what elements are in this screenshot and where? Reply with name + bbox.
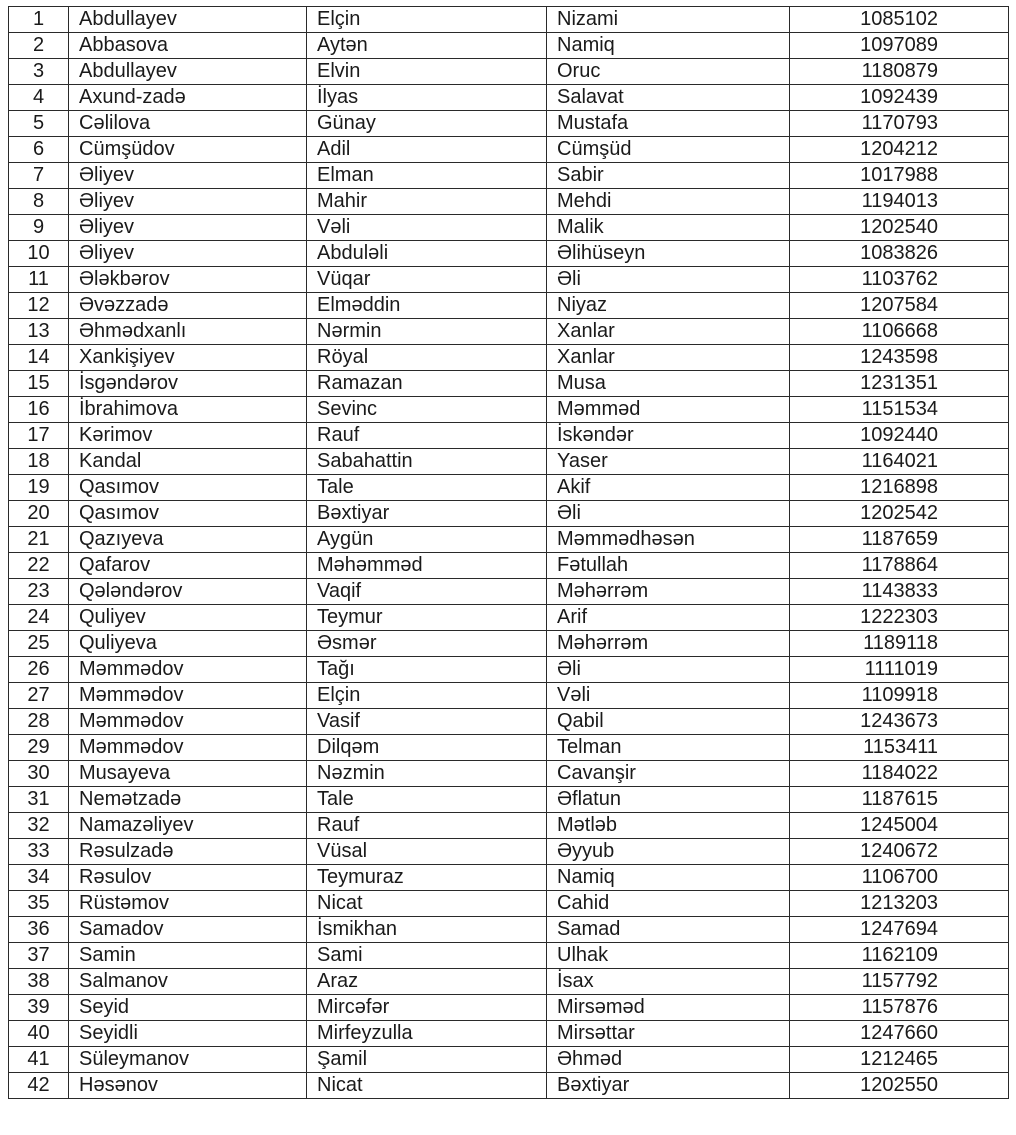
patronymic-cell: Məmməd (547, 397, 790, 423)
id-number-cell: 1212465 (790, 1047, 1009, 1073)
first-name-cell: Elməddin (307, 293, 547, 319)
first-name-cell: Nicat (307, 1073, 547, 1099)
patronymic-cell: Samad (547, 917, 790, 943)
surname-cell: Abbasova (69, 33, 307, 59)
surname-cell: Həsənov (69, 1073, 307, 1099)
id-number-cell: 1170793 (790, 111, 1009, 137)
patronymic-cell: Məmmədhəsən (547, 527, 790, 553)
row-number-cell: 28 (9, 709, 69, 735)
row-number-cell: 10 (9, 241, 69, 267)
table-row (9, 319, 1009, 345)
patronymic-cell: İsax (547, 969, 790, 995)
row-number-cell: 15 (9, 371, 69, 397)
table-row (9, 527, 1009, 553)
surname-cell: Əvəzzadə (69, 293, 307, 319)
row-number-cell: 24 (9, 605, 69, 631)
table-row (9, 345, 1009, 371)
row-number-cell: 38 (9, 969, 69, 995)
table-row (9, 657, 1009, 683)
patronymic-cell: Mirsəməd (547, 995, 790, 1021)
id-number-cell: 1153411 (790, 735, 1009, 761)
first-name-cell: Araz (307, 969, 547, 995)
surname-cell: Qasımov (69, 501, 307, 527)
id-number-cell: 1247694 (790, 917, 1009, 943)
table-row (9, 865, 1009, 891)
patronymic-cell: Musa (547, 371, 790, 397)
surname-cell: Süleymanov (69, 1047, 307, 1073)
patronymic-cell: Namiq (547, 33, 790, 59)
first-name-cell: Nərmin (307, 319, 547, 345)
patronymic-cell: Əli (547, 501, 790, 527)
first-name-cell: Nəzmin (307, 761, 547, 787)
first-name-cell: Tale (307, 787, 547, 813)
row-number-cell: 16 (9, 397, 69, 423)
patronymic-cell: Əli (547, 267, 790, 293)
surname-cell: Ələkbərov (69, 267, 307, 293)
surname-cell: Quliyev (69, 605, 307, 631)
surname-cell: Məmmədov (69, 657, 307, 683)
table-row (9, 267, 1009, 293)
patronymic-cell: Bəxtiyar (547, 1073, 790, 1099)
id-number-cell: 1194013 (790, 189, 1009, 215)
surname-cell: Əliyev (69, 163, 307, 189)
row-number-cell: 31 (9, 787, 69, 813)
first-name-cell: İsmikhan (307, 917, 547, 943)
row-number-cell: 33 (9, 839, 69, 865)
table-row (9, 605, 1009, 631)
first-name-cell: Dilqəm (307, 735, 547, 761)
patronymic-cell: Oruc (547, 59, 790, 85)
row-number-cell: 5 (9, 111, 69, 137)
first-name-cell: Rauf (307, 423, 547, 449)
table-row (9, 943, 1009, 969)
first-name-cell: Tale (307, 475, 547, 501)
surname-cell: Musayeva (69, 761, 307, 787)
patronymic-cell: Mustafa (547, 111, 790, 137)
first-name-cell: Teymur (307, 605, 547, 631)
table-row (9, 709, 1009, 735)
row-number-cell: 18 (9, 449, 69, 475)
first-name-cell: Şamil (307, 1047, 547, 1073)
row-number-cell: 13 (9, 319, 69, 345)
table-row (9, 1073, 1009, 1099)
surname-cell: İbrahimova (69, 397, 307, 423)
row-number-cell: 36 (9, 917, 69, 943)
row-number-cell: 8 (9, 189, 69, 215)
id-number-cell: 1243673 (790, 709, 1009, 735)
table-row (9, 33, 1009, 59)
table-row (9, 449, 1009, 475)
id-number-cell: 1187659 (790, 527, 1009, 553)
id-number-cell: 1247660 (790, 1021, 1009, 1047)
first-name-cell: Elçin (307, 7, 547, 33)
patronymic-cell: Mətləb (547, 813, 790, 839)
id-number-cell: 1103762 (790, 267, 1009, 293)
first-name-cell: Nicat (307, 891, 547, 917)
id-number-cell: 1243598 (790, 345, 1009, 371)
id-number-cell: 1245004 (790, 813, 1009, 839)
row-number-cell: 2 (9, 33, 69, 59)
id-number-cell: 1092439 (790, 85, 1009, 111)
table-row (9, 891, 1009, 917)
surname-cell: Qazıyeva (69, 527, 307, 553)
patronymic-cell: Xanlar (547, 345, 790, 371)
id-number-cell: 1184022 (790, 761, 1009, 787)
patronymic-cell: Qabil (547, 709, 790, 735)
row-number-cell: 11 (9, 267, 69, 293)
surname-cell: Məmmədov (69, 709, 307, 735)
row-number-cell: 12 (9, 293, 69, 319)
table-row (9, 813, 1009, 839)
patronymic-cell: Əli (547, 657, 790, 683)
table-row (9, 501, 1009, 527)
row-number-cell: 42 (9, 1073, 69, 1099)
row-number-cell: 19 (9, 475, 69, 501)
id-number-cell: 1106668 (790, 319, 1009, 345)
id-number-cell: 1097089 (790, 33, 1009, 59)
table-row (9, 1047, 1009, 1073)
table-row (9, 189, 1009, 215)
id-number-cell: 1109918 (790, 683, 1009, 709)
table-row (9, 215, 1009, 241)
surname-cell: Qasımov (69, 475, 307, 501)
row-number-cell: 22 (9, 553, 69, 579)
table-row (9, 917, 1009, 943)
id-number-cell: 1240672 (790, 839, 1009, 865)
row-number-cell: 34 (9, 865, 69, 891)
surname-cell: İsgəndərov (69, 371, 307, 397)
id-number-cell: 1017988 (790, 163, 1009, 189)
first-name-cell: Vüqar (307, 267, 547, 293)
patronymic-cell: Salavat (547, 85, 790, 111)
surname-cell: Salmanov (69, 969, 307, 995)
patronymic-cell: Cavanşir (547, 761, 790, 787)
row-number-cell: 25 (9, 631, 69, 657)
surname-cell: Qələndərov (69, 579, 307, 605)
surname-cell: Qafarov (69, 553, 307, 579)
first-name-cell: Mahir (307, 189, 547, 215)
patronymic-cell: Cahid (547, 891, 790, 917)
row-number-cell: 41 (9, 1047, 69, 1073)
patronymic-cell: Məhərrəm (547, 631, 790, 657)
table-row (9, 839, 1009, 865)
first-name-cell: Elçin (307, 683, 547, 709)
surname-cell: Samadov (69, 917, 307, 943)
row-number-cell: 35 (9, 891, 69, 917)
first-name-cell: Günay (307, 111, 547, 137)
surname-cell: Quliyeva (69, 631, 307, 657)
id-number-cell: 1216898 (790, 475, 1009, 501)
id-number-cell: 1189118 (790, 631, 1009, 657)
table-row (9, 371, 1009, 397)
patronymic-cell: Əhməd (547, 1047, 790, 1073)
first-name-cell: Ramazan (307, 371, 547, 397)
row-number-cell: 3 (9, 59, 69, 85)
surname-cell: Cəlilova (69, 111, 307, 137)
id-number-cell: 1222303 (790, 605, 1009, 631)
row-number-cell: 4 (9, 85, 69, 111)
patronymic-cell: Mehdi (547, 189, 790, 215)
surname-cell: Axund-zadə (69, 85, 307, 111)
table-row (9, 111, 1009, 137)
first-name-cell: Vaqif (307, 579, 547, 605)
table-row (9, 241, 1009, 267)
first-name-cell: Abduləli (307, 241, 547, 267)
id-number-cell: 1202550 (790, 1073, 1009, 1099)
surname-cell: Samin (69, 943, 307, 969)
id-number-cell: 1180879 (790, 59, 1009, 85)
row-number-cell: 27 (9, 683, 69, 709)
table-row (9, 1021, 1009, 1047)
row-number-cell: 40 (9, 1021, 69, 1047)
table-row (9, 397, 1009, 423)
name-list-table (8, 6, 1009, 1099)
row-number-cell: 6 (9, 137, 69, 163)
first-name-cell: Mircəfər (307, 995, 547, 1021)
id-number-cell: 1143833 (790, 579, 1009, 605)
table-row (9, 423, 1009, 449)
first-name-cell: Vüsal (307, 839, 547, 865)
first-name-cell: Məhəmməd (307, 553, 547, 579)
patronymic-cell: Əlihüseyn (547, 241, 790, 267)
table-row (9, 7, 1009, 33)
patronymic-cell: Namiq (547, 865, 790, 891)
table-row (9, 735, 1009, 761)
id-number-cell: 1162109 (790, 943, 1009, 969)
surname-cell: Kandal (69, 449, 307, 475)
patronymic-cell: Telman (547, 735, 790, 761)
first-name-cell: Rauf (307, 813, 547, 839)
id-number-cell: 1231351 (790, 371, 1009, 397)
first-name-cell: Elman (307, 163, 547, 189)
first-name-cell: Röyal (307, 345, 547, 371)
table-row (9, 631, 1009, 657)
patronymic-cell: Fətullah (547, 553, 790, 579)
id-number-cell: 1111019 (790, 657, 1009, 683)
row-number-cell: 26 (9, 657, 69, 683)
table-row (9, 553, 1009, 579)
table-row (9, 969, 1009, 995)
patronymic-cell: Niyaz (547, 293, 790, 319)
table-row (9, 579, 1009, 605)
row-number-cell: 32 (9, 813, 69, 839)
surname-cell: Rəsulzadə (69, 839, 307, 865)
table-row (9, 761, 1009, 787)
first-name-cell: İlyas (307, 85, 547, 111)
surname-cell: Seyidli (69, 1021, 307, 1047)
id-number-cell: 1202540 (790, 215, 1009, 241)
id-number-cell: 1164021 (790, 449, 1009, 475)
row-number-cell: 20 (9, 501, 69, 527)
surname-cell: Əhmədxanlı (69, 319, 307, 345)
table-row (9, 59, 1009, 85)
id-number-cell: 1157792 (790, 969, 1009, 995)
patronymic-cell: Sabir (547, 163, 790, 189)
table-body (9, 7, 1009, 1099)
row-number-cell: 30 (9, 761, 69, 787)
row-number-cell: 21 (9, 527, 69, 553)
row-number-cell: 9 (9, 215, 69, 241)
id-number-cell: 1157876 (790, 995, 1009, 1021)
table-row (9, 85, 1009, 111)
first-name-cell: Bəxtiyar (307, 501, 547, 527)
id-number-cell: 1204212 (790, 137, 1009, 163)
first-name-cell: Aytən (307, 33, 547, 59)
patronymic-cell: Vəli (547, 683, 790, 709)
row-number-cell: 39 (9, 995, 69, 1021)
id-number-cell: 1085102 (790, 7, 1009, 33)
first-name-cell: Mirfeyzulla (307, 1021, 547, 1047)
first-name-cell: Vəli (307, 215, 547, 241)
surname-cell: Cümşüdov (69, 137, 307, 163)
first-name-cell: Tağı (307, 657, 547, 683)
surname-cell: Namazəliyev (69, 813, 307, 839)
table-row (9, 137, 1009, 163)
row-number-cell: 17 (9, 423, 69, 449)
surname-cell: Nemətzadə (69, 787, 307, 813)
first-name-cell: Adil (307, 137, 547, 163)
id-number-cell: 1207584 (790, 293, 1009, 319)
patronymic-cell: Cümşüd (547, 137, 790, 163)
id-number-cell: 1151534 (790, 397, 1009, 423)
row-number-cell: 29 (9, 735, 69, 761)
row-number-cell: 1 (9, 7, 69, 33)
patronymic-cell: Arif (547, 605, 790, 631)
surname-cell: Əliyev (69, 241, 307, 267)
id-number-cell: 1187615 (790, 787, 1009, 813)
table-row (9, 475, 1009, 501)
first-name-cell: Vasif (307, 709, 547, 735)
first-name-cell: Aygün (307, 527, 547, 553)
surname-cell: Məmmədov (69, 735, 307, 761)
patronymic-cell: Yaser (547, 449, 790, 475)
patronymic-cell: Akif (547, 475, 790, 501)
surname-cell: Xankişiyev (69, 345, 307, 371)
row-number-cell: 14 (9, 345, 69, 371)
patronymic-cell: Məhərrəm (547, 579, 790, 605)
patronymic-cell: Nizami (547, 7, 790, 33)
table-row (9, 787, 1009, 813)
patronymic-cell: Malik (547, 215, 790, 241)
surname-cell: Abdullayev (69, 59, 307, 85)
surname-cell: Abdullayev (69, 7, 307, 33)
first-name-cell: Sevinc (307, 397, 547, 423)
row-number-cell: 7 (9, 163, 69, 189)
id-number-cell: 1213203 (790, 891, 1009, 917)
table-row (9, 683, 1009, 709)
surname-cell: Məmmədov (69, 683, 307, 709)
row-number-cell: 37 (9, 943, 69, 969)
table-row (9, 995, 1009, 1021)
surname-cell: Seyid (69, 995, 307, 1021)
surname-cell: Əliyev (69, 215, 307, 241)
first-name-cell: Əsmər (307, 631, 547, 657)
first-name-cell: Sabahattin (307, 449, 547, 475)
surname-cell: Rəsulov (69, 865, 307, 891)
table-row (9, 163, 1009, 189)
patronymic-cell: Əflatun (547, 787, 790, 813)
id-number-cell: 1202542 (790, 501, 1009, 527)
surname-cell: Rüstəmov (69, 891, 307, 917)
patronymic-cell: Xanlar (547, 319, 790, 345)
surname-cell: Əliyev (69, 189, 307, 215)
id-number-cell: 1106700 (790, 865, 1009, 891)
first-name-cell: Sami (307, 943, 547, 969)
surname-cell: Kərimov (69, 423, 307, 449)
id-number-cell: 1083826 (790, 241, 1009, 267)
first-name-cell: Teymuraz (307, 865, 547, 891)
id-number-cell: 1178864 (790, 553, 1009, 579)
patronymic-cell: İskəndər (547, 423, 790, 449)
patronymic-cell: Mirsəttar (547, 1021, 790, 1047)
table-row (9, 293, 1009, 319)
row-number-cell: 23 (9, 579, 69, 605)
first-name-cell: Elvin (307, 59, 547, 85)
patronymic-cell: Əyyub (547, 839, 790, 865)
patronymic-cell: Ulhak (547, 943, 790, 969)
id-number-cell: 1092440 (790, 423, 1009, 449)
